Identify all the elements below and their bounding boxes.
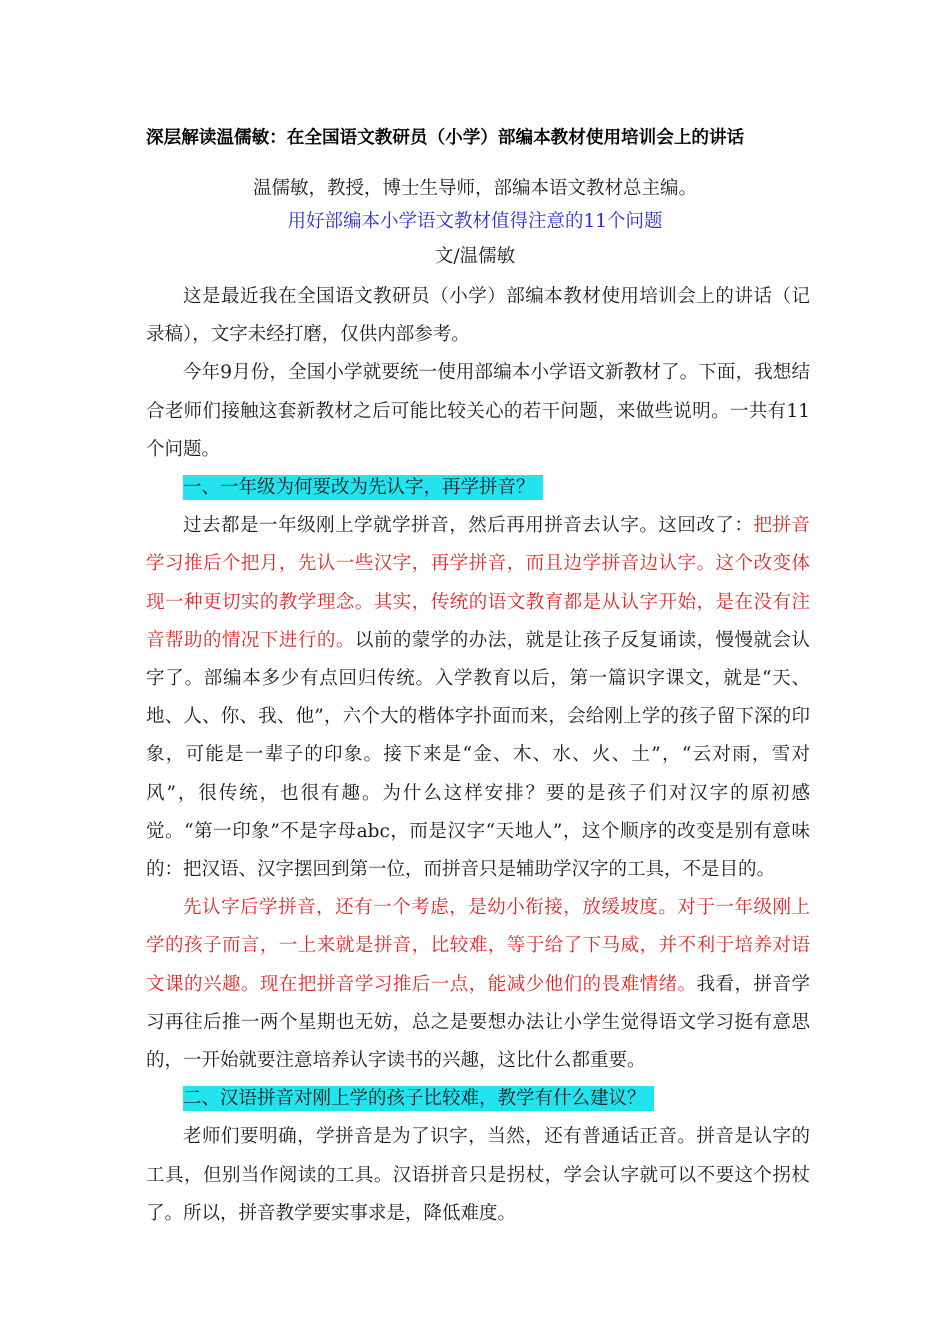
byline: 文/温儒敏 (434, 246, 516, 267)
author-intro: 温儒敏，教授，博士生导师，部编本语文教材总主编。 (252, 178, 697, 199)
section-1-paragraph-1-emphasis: 把拼音学习推后个把月，先认一些汉字，再学拼音，而且边学拼音边认字。这个改变体现一种更切实的教学理念。其实，传统的语文教育都是从认字开始，是在没有注音帮助的情况下进行的。 (146, 515, 810, 651)
document-title: 深层解读温儒敏：在全国语文教研员（小学）部编本教材使用培训会上的讲话 (146, 128, 745, 148)
section-1-paragraph-2-text: 我看，拼音学习再往后推一两个星期也无妨，总之是要想办法让小学生觉得语文学习挺有意思的，一开始就要注意培养认字读书的兴趣，这比什么都重要。 (146, 973, 810, 1072)
section-2-heading-row (146, 1080, 810, 1118)
section-1-heading: 一、一年级为何要改为先认字，再学拼音？ (183, 475, 543, 500)
section-2-paragraph-1: 老师们要明确，学拼音是为了识字，当然，还有普通话正音。拼音是认字的工具，但别当作阅读的工具。汉语拼音只是拐杖，学会认字就可以不要这个拐杖了。所以，拼音教学要实事求是，降低难度。 (146, 1126, 810, 1224)
section-1-paragraph-2-emphasis: 先认字后学拼音，还有一个考虑，是幼小衔接，放缓坡度。对于一年级刚上学的孩子而言，一上来就是拼音，比较难，等于给了下马威，并不利于培养对语文课的兴趣。现在把拼音学习推后一点，能减少他们的畏难情绪。 (146, 897, 810, 995)
article-body (146, 278, 810, 1233)
section-1-paragraph-2 (146, 889, 810, 1080)
section-2-heading: 二、汉语拼音对刚上学的孩子比较难，教学有什么建议？ (183, 1086, 654, 1111)
section-1-paragraph-1 (146, 507, 810, 889)
intro-paragraph-1: 这是最近我在全国语文教研员（小学）部编本教材使用培训会上的讲话（记录稿），文字未经打磨，仅供内部参考。 (146, 286, 810, 346)
section-1-heading-row (146, 469, 810, 507)
article-subtitle: 用好部编本小学语文教材值得注意的11个问题 (287, 211, 663, 232)
intro-paragraph-2: 今年9月份，全国小学就要统一使用部编本小学语文新教材了。下面，我想结合老师们接触这套新教材之后可能比较关心的若干问题，来做些说明。一共有11个问题。 (146, 362, 810, 460)
section-1-paragraph-1-text-b: 以前的蒙学的办法，就是让孩子反复诵读，慢慢就会认字了。部编本多少有点回归传统。入学教育以后，第一篇识字课文，就是“天、 地、人、你、我、他”，六个大的楷体字扑面而来，会给刚上学的孩子留下深的印象，可能是一辈子的印象。接下来是“金、木、水、火、土”，“云对雨，雪对风”，很传统，也很有趣。为什么这样安排？要的是孩子们对汉字的原初感觉。“第一印象”不是字母abc，而是汉字“天地人”，这个顺序的改变是别有意味的：把汉语、汉字摆回到第一位，而拼音只是辅助学汉字的工具，不是目的。 (146, 629, 810, 881)
section-1-paragraph-1-text-a: 过去都是一年级刚上学就学拼音，然后再用拼音去认字。这回改了： (183, 515, 754, 537)
